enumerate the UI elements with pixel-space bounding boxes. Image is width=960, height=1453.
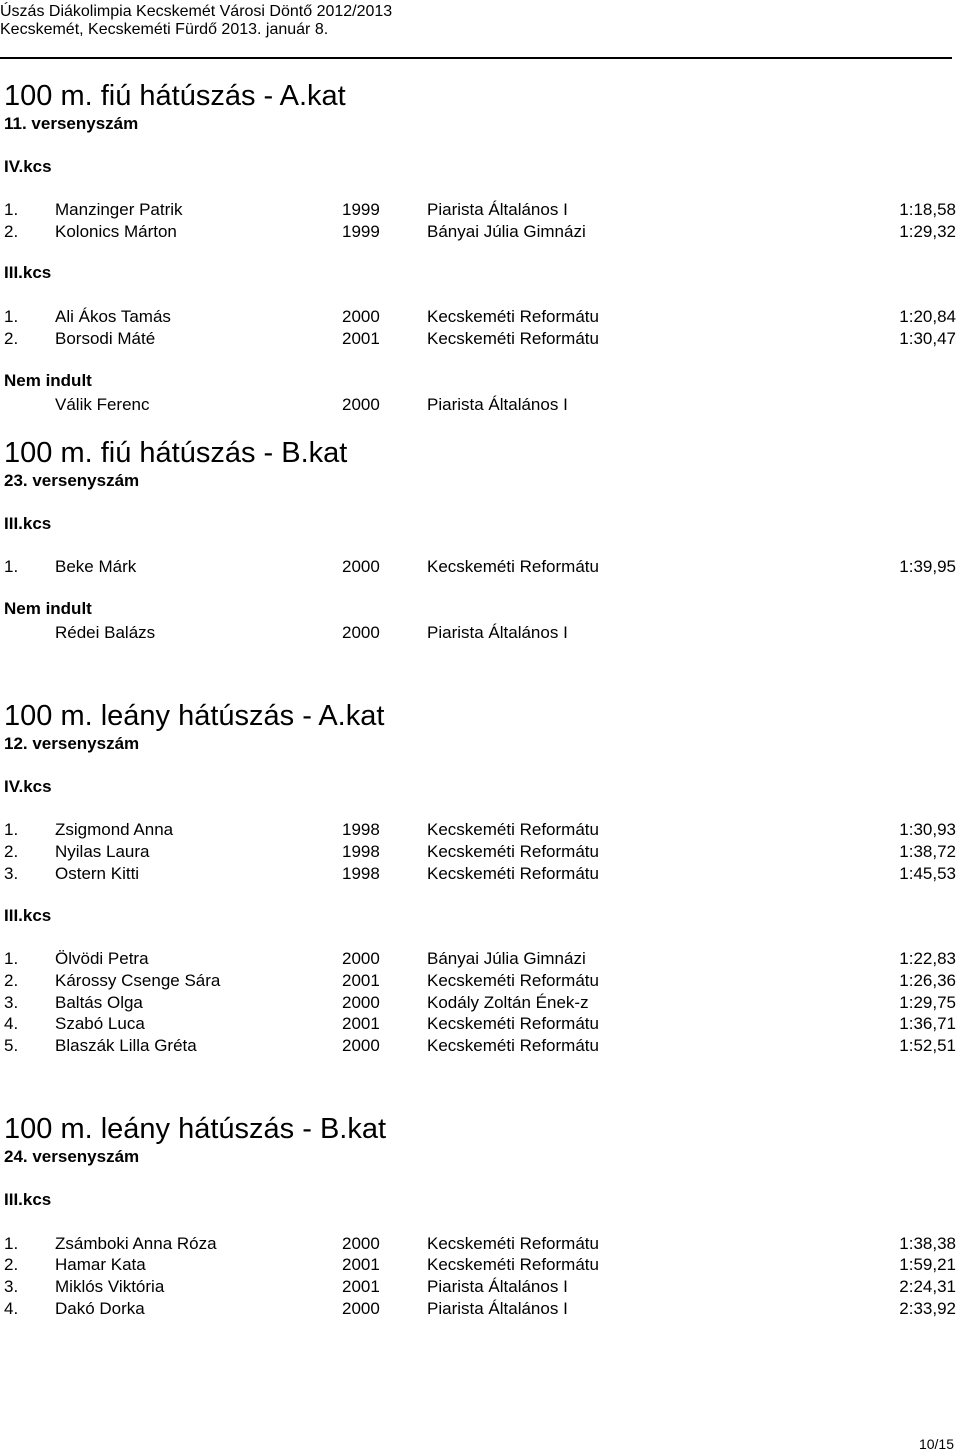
result-birth-year: 2000: [342, 949, 380, 968]
result-club: Kecskeméti Reformátu: [427, 971, 599, 990]
result-rank: 3.: [4, 864, 19, 883]
result-birth-year: 2000: [342, 1036, 380, 1055]
result-club: Bányai Júlia Gimnázi: [427, 949, 586, 968]
result-row: [0, 1254, 960, 1276]
result-club: Piarista Általános I: [427, 395, 568, 414]
result-time: 1:29,32: [899, 222, 956, 241]
group-label: IV.kcs: [4, 777, 52, 796]
result-time: 1:38,72: [899, 842, 956, 861]
result-row: [0, 1276, 960, 1298]
result-name: Dakó Dorka: [55, 1299, 145, 1318]
result-club: Kecskeméti Reformátu: [427, 557, 599, 576]
result-birth-year: 1998: [342, 820, 380, 839]
result-rank: 1.: [4, 307, 19, 326]
page-number: 10/15: [918, 1436, 954, 1452]
result-row: [0, 1233, 960, 1255]
result-birth-year: 2000: [342, 395, 380, 414]
result-birth-year: 2001: [342, 1014, 380, 1033]
result-club: Kecskeméti Reformátu: [427, 820, 599, 839]
result-rank: 1.: [4, 820, 19, 839]
result-time: 1:52,51: [899, 1036, 956, 1055]
group-label: Nem indult: [4, 371, 92, 390]
event-title: 100 m. fiú hátúszás - B.kat: [4, 437, 348, 469]
header-competition-title: Úszás Diákolimpia Kecskemét Városi Döntő 2012/2013: [0, 3, 393, 20]
result-row: [0, 841, 960, 863]
result-name: Válik Ferenc: [55, 395, 150, 414]
event-title: 100 m. fiú hátúszás - A.kat: [4, 80, 346, 112]
result-row: [0, 863, 960, 885]
result-club: Kecskeméti Reformátu: [427, 842, 599, 861]
result-row: [0, 1035, 960, 1057]
result-name: Nyilas Laura: [55, 842, 150, 861]
result-row: [0, 306, 960, 328]
result-birth-year: 2000: [342, 307, 380, 326]
result-row: [0, 556, 960, 578]
result-name: Hamar Kata: [55, 1255, 146, 1274]
result-row: [0, 1298, 960, 1320]
result-birth-year: 2001: [342, 329, 380, 348]
result-time: 1:30,47: [899, 329, 956, 348]
result-club: Kecskeméti Reformátu: [427, 1255, 599, 1274]
result-rank: 3.: [4, 1277, 19, 1296]
result-rank: 2.: [4, 971, 19, 990]
result-time: 1:26,36: [899, 971, 956, 990]
result-name: Blaszák Lilla Gréta: [55, 1036, 197, 1055]
result-row: [0, 970, 960, 992]
result-rank: 1.: [4, 200, 19, 219]
result-birth-year: 2000: [342, 993, 380, 1012]
group-label: III.kcs: [4, 906, 52, 925]
result-birth-year: 2001: [342, 1255, 380, 1274]
result-name: Beke Márk: [55, 557, 137, 576]
result-name: Ostern Kitti: [55, 864, 140, 883]
group-label: III.kcs: [4, 1190, 52, 1209]
result-club: Piarista Általános I: [427, 1299, 568, 1318]
result-name: Rédei Balázs: [55, 623, 156, 642]
result-row: [0, 992, 960, 1014]
header-divider: [0, 57, 952, 59]
result-time: 1:29,75: [899, 993, 956, 1012]
result-time: 1:45,53: [899, 864, 956, 883]
group-label: IV.kcs: [4, 157, 52, 176]
result-birth-year: 2000: [342, 623, 380, 642]
result-rank: 1.: [4, 1234, 19, 1253]
result-birth-year: 2000: [342, 1234, 380, 1253]
event-number: 12. versenyszám: [4, 734, 140, 753]
result-row: [0, 622, 960, 644]
group-label: III.kcs: [4, 514, 52, 533]
result-name: Manzinger Patrik: [55, 200, 183, 219]
result-time: 1:22,83: [899, 949, 956, 968]
result-name: Ali Ákos Tamás: [55, 307, 171, 326]
result-club: Kecskeméti Reformátu: [427, 1234, 599, 1253]
result-rank: 4.: [4, 1014, 19, 1033]
result-name: Kolonics Márton: [55, 222, 177, 241]
result-club: Piarista Általános I: [427, 623, 568, 642]
result-rank: 4.: [4, 1299, 19, 1318]
result-club: Kecskeméti Reformátu: [427, 329, 599, 348]
result-birth-year: 2000: [342, 557, 380, 576]
result-club: Piarista Általános I: [427, 200, 568, 219]
result-name: Károssy Csenge Sára: [55, 971, 221, 990]
result-name: Zsámboki Anna Róza: [55, 1234, 217, 1253]
result-club: Kecskeméti Reformátu: [427, 1014, 599, 1033]
result-birth-year: 1999: [342, 222, 380, 241]
result-rank: 2.: [4, 329, 19, 348]
result-birth-year: 2001: [342, 1277, 380, 1296]
result-name: Szabó Luca: [55, 1014, 145, 1033]
result-rank: 1.: [4, 949, 19, 968]
result-time: 1:20,84: [899, 307, 956, 326]
result-birth-year: 2001: [342, 971, 380, 990]
result-name: Miklós Viktória: [55, 1277, 165, 1296]
result-row: [0, 199, 960, 221]
result-time: 1:36,71: [899, 1014, 956, 1033]
result-row: [0, 819, 960, 841]
result-rank: 1.: [4, 557, 19, 576]
result-row: [0, 221, 960, 243]
result-time: 1:30,93: [899, 820, 956, 839]
result-name: Baltás Olga: [55, 993, 143, 1012]
result-time: 1:39,95: [899, 557, 956, 576]
result-birth-year: 1998: [342, 864, 380, 883]
result-club: Bányai Júlia Gimnázi: [427, 222, 586, 241]
result-time: 1:18,58: [899, 200, 956, 219]
result-rank: 2.: [4, 1255, 19, 1274]
result-row: [0, 1013, 960, 1035]
header-venue-date: Kecskemét, Kecskeméti Fürdő 2013. január 8.: [0, 21, 329, 38]
result-rank: 5.: [4, 1036, 19, 1055]
event-number: 11. versenyszám: [4, 114, 139, 133]
result-time: 2:33,92: [899, 1299, 956, 1318]
result-row: [0, 328, 960, 350]
result-rank: 2.: [4, 222, 19, 241]
result-name: Ölvödi Petra: [55, 949, 149, 968]
event-number: 23. versenyszám: [4, 471, 140, 490]
event-title: 100 m. leány hátúszás - B.kat: [4, 1113, 387, 1145]
result-row: [0, 948, 960, 970]
group-label: III.kcs: [4, 263, 52, 282]
result-row: [0, 394, 960, 416]
result-rank: 3.: [4, 993, 19, 1012]
event-number: 24. versenyszám: [4, 1147, 140, 1166]
result-birth-year: 1998: [342, 842, 380, 861]
result-club: Piarista Általános I: [427, 1277, 568, 1296]
result-birth-year: 1999: [342, 200, 380, 219]
group-label: Nem indult: [4, 599, 92, 618]
result-name: Borsodi Máté: [55, 329, 156, 348]
result-club: Kecskeméti Reformátu: [427, 307, 599, 326]
result-name: Zsigmond Anna: [55, 820, 174, 839]
result-time: 1:59,21: [899, 1255, 956, 1274]
result-club: Kecskeméti Reformátu: [427, 1036, 599, 1055]
result-time: 2:24,31: [899, 1277, 956, 1296]
result-club: Kecskeméti Reformátu: [427, 864, 599, 883]
result-birth-year: 2000: [342, 1299, 380, 1318]
result-rank: 2.: [4, 842, 19, 861]
result-time: 1:38,38: [899, 1234, 956, 1253]
event-title: 100 m. leány hátúszás - A.kat: [4, 700, 385, 732]
result-club: Kodály Zoltán Ének-z: [427, 993, 589, 1012]
